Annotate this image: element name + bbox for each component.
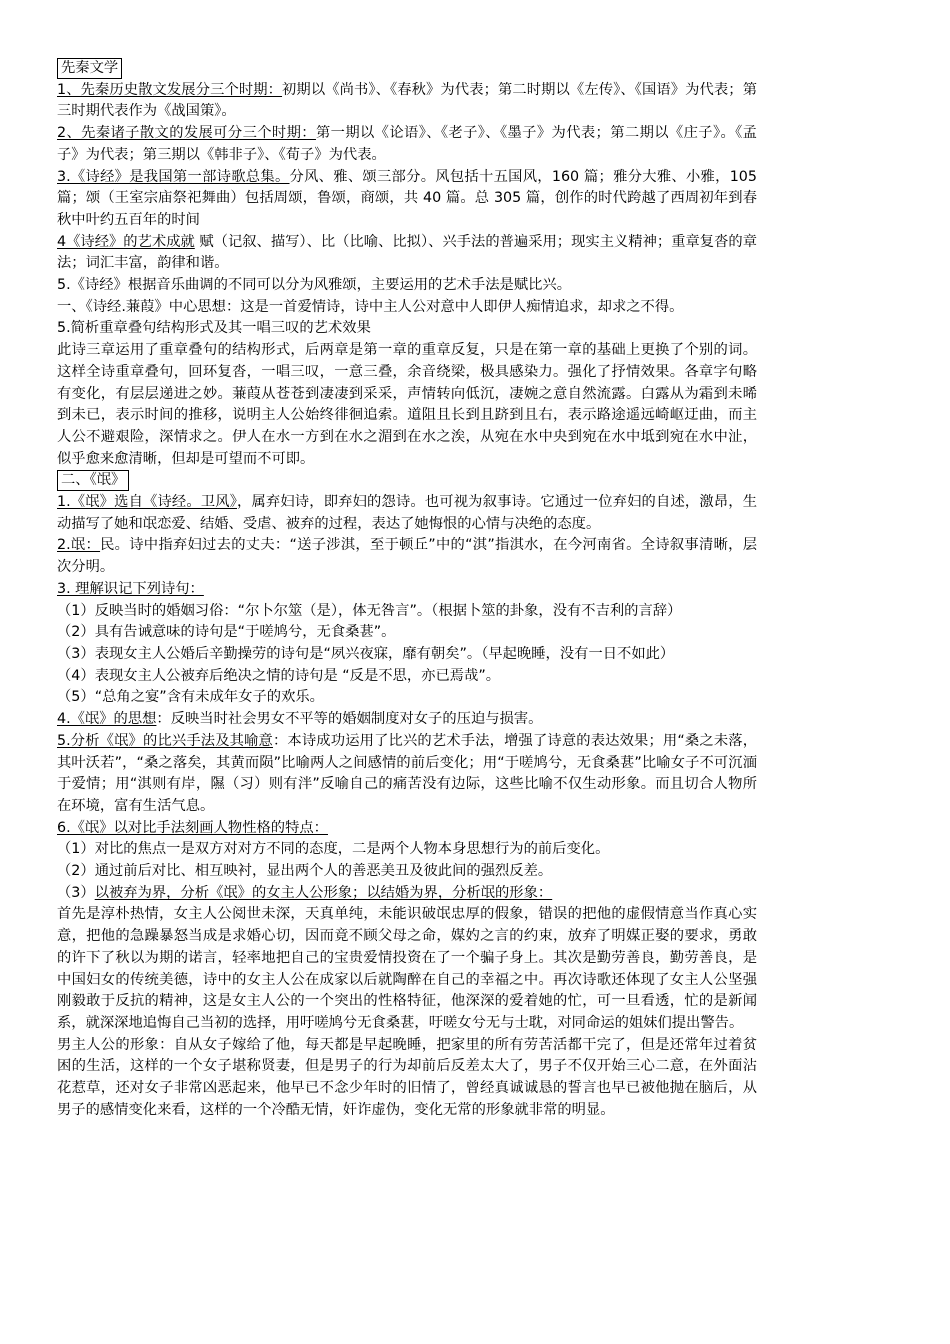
paragraph <box>57 123 757 166</box>
paragraph-text: ：反映当时社会男女不平等的婚姻制度对女子的压迫与损害。 <box>156 711 543 728</box>
underlined-lead: 6.《氓》以对比手法刻画人物性格的特点： <box>57 819 328 836</box>
paragraph-text: 男主人公的形象：自从女子嫁给了他，每天都是早起晚睡，把家里的所有劳苦活都干完了，但是还常年过着贫困的生活，这样的一个女子堪称贤妻，但是男子的行为却前后反差太大了，男子不仅开始三心二意，在外面沾花惹草，还对女子非常凶恶起来，他早已不念少年时的旧情了，曾经真诚诚恳的誓言也早已被他抛在脑后，从男子的感情变化来看，这样的一个冷酷无情，奸诈虚伪，变化无常的形象就非常的明显。 <box>57 1036 757 1118</box>
boxed-heading: 先秦文学 <box>57 58 122 79</box>
paragraph <box>57 644 757 666</box>
paragraph <box>57 80 757 123</box>
paragraph <box>57 731 757 818</box>
document-body <box>57 58 757 1121</box>
paragraph <box>57 601 757 623</box>
paragraph <box>57 622 757 644</box>
paragraph-text: （1）对比的焦点一是双方对对方不同的态度，二是两个人物本身思想行为的前后变化。 <box>57 841 610 858</box>
paragraph-text: 第一期以《论语》、《老子》、《墨子》为代表；第二期以《庄子》。《孟子》为代表；第三期以《韩非子》、《荀子》为代表。 <box>57 125 757 163</box>
underlined-lead: 4.《氓》的思想 <box>57 711 157 728</box>
paragraph-text: 首先是淳朴热情，女主人公阅世未深，天真单纯，未能识破氓忠厚的假象，错误的把他的虚假情意当作真心实意，把他的急躁暴怒当成是求婚心切，因而竟不顾父母之命，媒妁之言的约束，放弃了明媒正娶的要求，勇敢的许下了秋以为期的诺言，轻率地把自己的宝贵爱情投资在了一个骗子身上。其次是勤劳善良，勤劳善良，是中国妇女的传统美德，诗中的女主人公在成家以后就陶醉在自己的幸福之中。再次诗歌还体现了女主人公坚强刚毅敢于反抗的精神，这是女主人公的一个突出的性格特征，他深深的爱着她的忙，可一旦看透，忙的是新闻系，就深深地追悔自己当初的选择，用吁嗟鸠兮无食桑葚，吁嗟女兮无与士耽，对同命运的姐妹们提出警告。 <box>57 906 757 1031</box>
paragraph <box>57 904 757 1034</box>
paragraph-text: 一、《诗经.蒹葭》中心思想：这是一首爱情诗，诗中主人公对意中人即伊人痴情追求，却求之不得。 <box>57 298 684 315</box>
paragraph-text: （4）表现女主人公被弃后绝决之情的诗句是 “反是不思，亦已焉哉”。 <box>57 667 501 684</box>
underlined-lead: 2、先秦诸子散文的发展可分三个时期： <box>57 125 316 142</box>
underlined-lead: 1.《氓》选自《诗经。卫风》 <box>57 494 238 511</box>
paragraph-text: ，属弃妇诗，即弃妇的怨诗。也可视为叙事诗。它通过一位弃妇的自述，激昂，生动描写了她和氓恋爱、结婚、受虐、被弃的过程，表达了她悔恨的心情与决绝的态度。 <box>57 494 757 532</box>
paragraph <box>57 861 757 883</box>
underlined-lead: 5.分析《氓》的比兴手法及其喻意 <box>57 732 273 749</box>
paragraph-text: （2）具有告诫意味的诗句是“于嗟鸠兮，无食桑葚”。 <box>57 624 396 641</box>
underlined-lead: 3. 理解识记下列诗句： <box>57 580 204 597</box>
paragraph-text: 初期以《尚书》、《春秋》为代表；第二时期以《左传》、《国语》为代表；第三时期代表作为《战国策》。 <box>57 81 757 120</box>
paragraph <box>57 275 757 297</box>
paragraph-text: （2）通过前后对比、相互映衬，显出两个人的善恶美丑及彼此间的强烈反差。 <box>57 863 553 880</box>
underlined-lead: 3.《诗经》是我国第一部诗歌总集。 <box>57 168 290 185</box>
paragraph <box>57 709 757 731</box>
paragraph-text: （5）“总角之宴”含有未成年女子的欢乐。 <box>57 689 324 706</box>
underlined-lead: 4《诗经》的艺术成就 <box>57 233 195 250</box>
paragraph <box>57 318 757 340</box>
paragraph <box>57 666 757 688</box>
section-heading <box>57 58 757 80</box>
paragraph-text: 此诗三章运用了重章叠句的结构形式，后两章是第一章的重章反复，只是在第一章的基础上更换了个别的词。这样全诗重章叠句，回环复沓，一唱三叹，一意三叠，余音绕梁，极具感染力。强化了抒情效果。各章字句略有变化，有层层递进之妙。蒹葭从苍苍到凄凄到采采，声情转向低沉，凄婉之意自然流露。白露从为霜到未晞到未已，表示时间的推移，说明主人公始终徘徊追索。道阻且长到且跻到且右，表示路途遥远崎岖迂曲，而主人公不避艰险，深情求之。伊人在水一方到在水之湄到在水之涘，从宛在水中央到宛在水中坻到宛在水中沚，似乎愈来愈清晰，但却是可望而不可即。 <box>57 342 757 467</box>
paragraph <box>57 883 757 905</box>
underlined-lead: 以被弃为界，分析《氓》的女主人公形象；以结婚为界，分析氓的形象： <box>94 884 553 901</box>
paragraph <box>57 579 757 601</box>
paragraph <box>57 167 757 232</box>
paragraph <box>57 1035 757 1122</box>
paragraph-text: 5.《诗经》根据音乐曲调的不同可以分为风雅颂，主要运用的艺术手法是赋比兴。 <box>57 277 572 294</box>
paragraph-text: 分风、雅、颂三部分。风包括十五国风，160 篇；雅分大雅、小雅，105 篇；颂（王室宗庙祭祀舞曲）包括周颂，鲁颂，商颂，共 40 篇。总 305 篇，创作的时代跨越了西周初年到春秋中叶约五百年的时间 <box>57 168 757 228</box>
paragraph-text: 赋（记叙、描写）、比（比喻、比拟）、兴手法的普遍采用；现实主义精神；重章复沓的章法；词汇丰富，韵律和谐。 <box>57 233 757 272</box>
paragraph <box>57 297 757 319</box>
paragraph-text: （1）反映当时的婚姻习俗：“尔卜尔筮（是），体无咎言”。（根据卜筮的卦象，没有不吉利的言辞） <box>57 602 682 619</box>
paragraph <box>57 818 757 840</box>
paragraph <box>57 839 757 861</box>
paragraph-text: （3）表现女主人公婚后辛勤操劳的诗句是“夙兴夜寐，靡有朝矣”。（早起晚睡，没有一日不如此） <box>57 645 675 662</box>
underlined-lead: 1、先秦历史散文发展分三个时期： <box>57 81 283 98</box>
boxed-heading: 二、《氓》 <box>57 470 129 491</box>
underlined-lead: 2.氓： <box>57 537 101 554</box>
paragraph-text: 民。诗中指弃妇过去的丈夫：“送子涉淇，至于顿丘”中的“淇”指淇水，在今河南省。全诗叙事清晰，层次分明。 <box>57 537 758 576</box>
paragraph <box>57 492 757 535</box>
paragraph <box>57 535 757 578</box>
section-heading <box>57 470 757 492</box>
item-prefix: （3） <box>57 884 95 901</box>
paragraph <box>57 687 757 709</box>
paragraph <box>57 340 757 470</box>
paragraph <box>57 232 757 275</box>
paragraph-text: ：本诗成功运用了比兴的艺术手法，增强了诗意的表达效果；用“桑之未落，其叶沃若”，“桑之落矣，其黄而陨”比喻两人之间感情的前后变化；用“于嗟鸠兮，无食桑葚”比喻女子不可沉湎于爱情；用“淇则有岸，隰（习）则有泮”反喻自己的痛苦没有边际，这些比喻不仅生动形象。而且切合人物所在环境，富有生活气息。 <box>57 732 757 814</box>
paragraph-text: 5.简析重章叠句结构形式及其一唱三叹的艺术效果 <box>57 320 371 337</box>
